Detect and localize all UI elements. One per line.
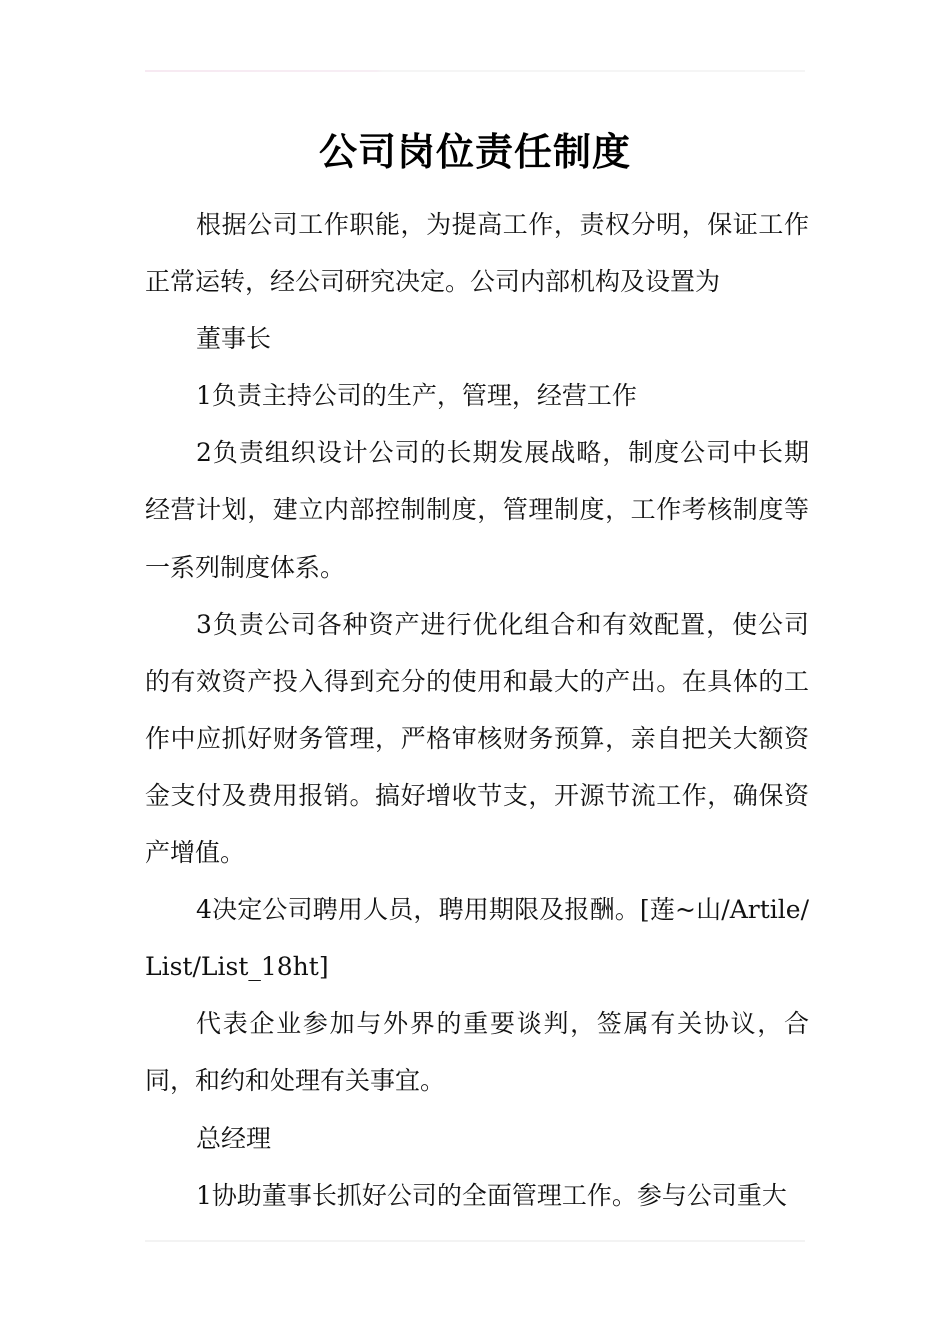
footer-divider [145,1240,805,1242]
paragraph-item: 1负责主持公司的生产，管理，经营工作 [196,381,637,411]
section-heading-chairman: 董事长 [196,324,272,354]
section-heading-general-manager: 总经理 [196,1123,272,1153]
header-divider [145,70,805,72]
paragraph-item: 4决定公司聘用人员，聘用期限及报酬。[莲~山/Artile/List/List_18ht] [145,895,809,982]
document-body [145,196,809,1224]
paragraph-item: 1协助董事长抓好公司的全面管理工作。参与公司重大 [196,1180,787,1210]
document-title: 公司岗位责任制度 [318,129,631,174]
paragraph-item: 3负责公司各种资产进行优化组合和有效配置，使公司的有效资产投入得到充分的使用和最大的产出。在具体的工作中应抓好财务管理，严格审核财务预算，亲自把关大额资金支付及费用报销。搞好增收节支，开源节流工作，确保资产增值。 [145,609,809,868]
paragraph-intro: 根据公司工作职能，为提高工作，责权分明，保证工作正常运转，经公司研究决定。公司内部机构及设置为 [145,210,809,297]
paragraph-item: 代表企业参加与外界的重要谈判，签属有关协议，合同，和约和处理有关事宜。 [145,1009,809,1096]
paragraph-item: 2负责组织设计公司的长期发展战略，制度公司中长期经营计划，建立内部控制制度，管理制度，工作考核制度等一系列制度体系。 [145,438,809,582]
